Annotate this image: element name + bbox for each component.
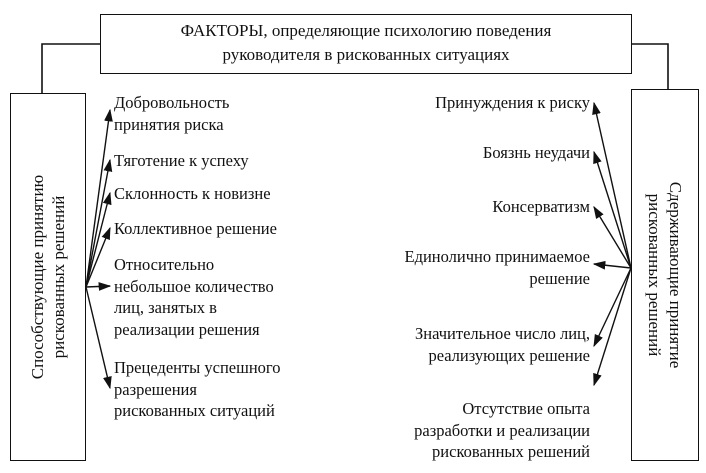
left-arrow-2 [86,160,110,287]
left-arrow-6 [86,287,110,388]
right-factor-1 [435,92,590,114]
left-arrow-1 [86,110,110,287]
factor-line: Значительное число лиц, [415,324,590,343]
factor-line: реализующих решение [428,345,590,365]
factor-line: Добровольность [114,93,230,112]
factor-line: лиц, занятых в [114,298,217,317]
title-box [100,14,632,74]
left-factor-6 [114,357,281,422]
factor-line: разработки и реализации [414,420,590,440]
factor-line: рискованных решений [432,442,590,461]
left-arrow-3 [86,193,110,287]
right-arrows [594,103,631,385]
factor-line: Консерватизм [492,197,590,216]
left-category-label: Способствующие принятию рискованных решений [28,174,68,380]
factor-line: Тяготение к успеху [114,151,249,170]
factor-line: Принуждения к риску [435,93,590,112]
right-category-label: Сдерживающие принятие рискованных решений [645,181,685,369]
left-factor-5 [114,254,274,340]
right-factor-4 [405,246,591,289]
factor-line: реализации решения [114,319,260,339]
right-factor-6 [414,398,590,463]
factor-line: решение [529,268,590,288]
factor-line: Боязнь неудачи [482,143,590,162]
factor-line: небольшое количество [114,276,274,296]
right-factor-5 [415,323,590,366]
factor-line: Относительно [114,255,215,274]
factor-line: принятия риска [114,114,224,134]
right-factor-2 [483,142,590,164]
left-factor-1 [114,92,229,135]
left-factor-3 [114,183,271,205]
left-arrows [86,110,110,388]
left-factor-4 [114,218,277,240]
factor-line: Отсутствие опыта [462,399,590,418]
factor-line: разрешения [114,379,197,399]
right-arrow-2 [594,152,631,268]
title-line-1: ФАКТОРЫ, определяющие психологию поведения [180,21,552,40]
right-arrow-6 [594,268,631,385]
factor-line: Прецеденты успешного [114,358,281,377]
right-arrow-4 [594,264,631,268]
right-arrow-5 [594,268,631,346]
title-line-2: руководителя в рискованных ситуациях [222,45,510,64]
factor-line: Коллективное решение [114,219,277,238]
factor-line: рискованных ситуаций [114,401,275,420]
left-arrow-5 [86,286,110,287]
right-factor-3 [492,196,590,218]
left-factor-2 [114,150,249,172]
right-arrow-1 [594,103,631,268]
right-arrow-3 [594,207,631,268]
factor-line: Единолично принимаемое [404,247,590,266]
factor-line: Склонность к новизне [114,184,271,203]
